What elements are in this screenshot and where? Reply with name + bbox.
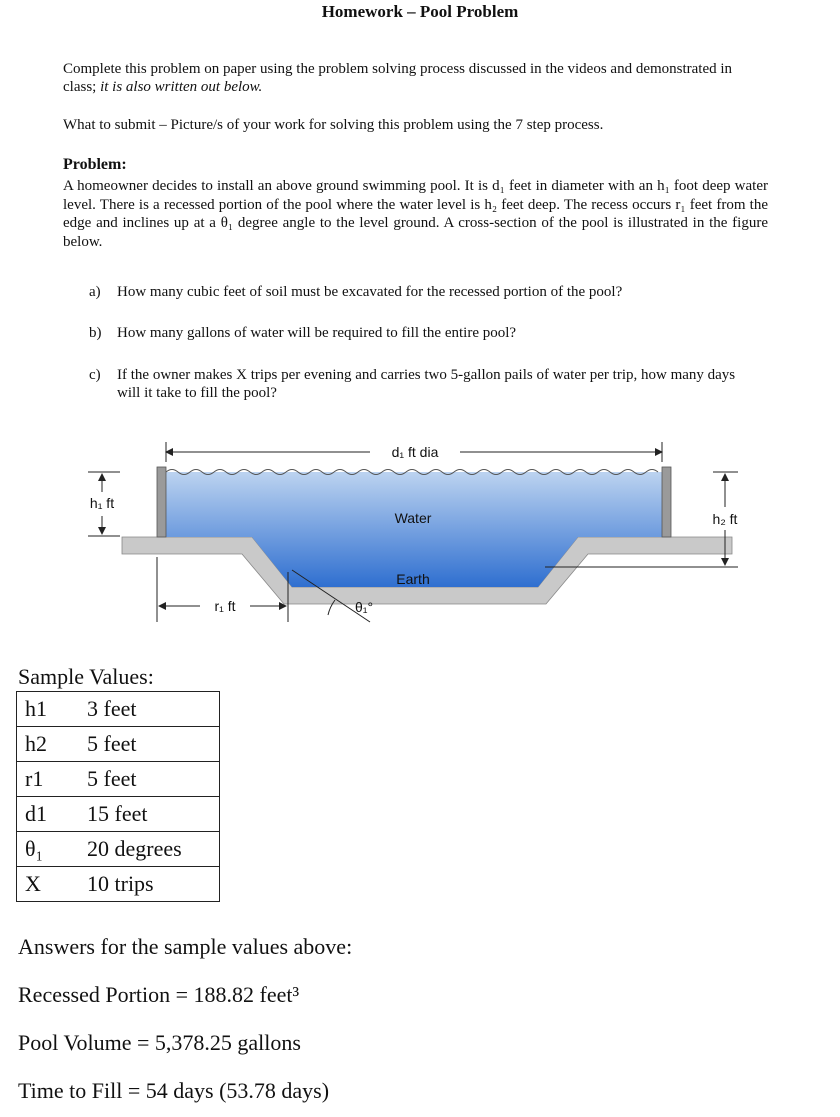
- sample-value: 10 trips: [87, 867, 220, 902]
- water-body: [166, 472, 662, 587]
- sample-values-table: [16, 691, 220, 902]
- table-row: [17, 727, 220, 762]
- intro-italic-text: it is also written out below.: [100, 79, 263, 95]
- intro-text: Complete this problem on paper using the problem solving process discussed in the videos and demonstrated in class;: [63, 61, 733, 95]
- sample-value: 3 feet: [87, 692, 220, 727]
- pool-cross-section-diagram: [70, 432, 770, 632]
- question-label: b): [89, 325, 102, 341]
- question-text: How many cubic feet of soil must be excavated for the recessed portion of the pool?: [117, 284, 623, 300]
- sample-key: h1: [17, 692, 88, 727]
- sample-key: X: [17, 867, 88, 902]
- earth-label: Earth: [396, 571, 430, 587]
- question-label: c): [89, 367, 101, 383]
- answers-heading: Answers for the sample values above:: [18, 934, 353, 959]
- pool-wall-right: [662, 467, 671, 537]
- page-title: Homework – Pool Problem: [321, 2, 519, 21]
- question-a: [89, 283, 749, 301]
- problem-heading: Problem:: [63, 156, 127, 173]
- table-row: [17, 797, 220, 832]
- r1-label: r₁ ft: [214, 598, 236, 614]
- table-row: [17, 692, 220, 727]
- sample-key: r1: [17, 762, 88, 797]
- sample-value: 5 feet: [87, 727, 220, 762]
- theta-label: θ₁°: [355, 599, 374, 615]
- question-b: [89, 324, 749, 342]
- question-label: a): [89, 284, 101, 300]
- sample-values-heading: Sample Values:: [18, 664, 154, 689]
- intro-paragraph: [63, 60, 768, 96]
- answer-time-to-fill: Time to Fill = 54 days (53.78 days): [18, 1078, 330, 1103]
- h2-label: h₂ ft: [712, 511, 738, 527]
- sample-key: h2: [17, 727, 88, 762]
- question-c: [89, 366, 749, 401]
- problem-text: A homeowner decides to install an above ground swimming pool. It is d₁ feet in diameter with an h₁ foot deep water level. There is a recessed portion of the pool where the water level is h₂ feet deep. The recess occurs r₁ feet from the edge and inclines up at a θ₁ degree angle to the level ground. A cross-section of the pool is illustrated in the figure below.: [63, 178, 768, 250]
- question-text: If the owner makes X trips per evening and carries two 5-gallon pails of water per trip, how many days will it take to fill the pool?: [117, 367, 736, 401]
- sample-key: θ₁: [17, 832, 88, 867]
- table-row: [17, 867, 220, 902]
- submit-instructions: What to submit – Picture/s of your work for solving this problem using the 7 step process.: [63, 117, 604, 133]
- d1-label: d₁ ft dia: [391, 444, 439, 460]
- sample-key: d1: [17, 797, 88, 832]
- pool-wall-left: [157, 467, 166, 537]
- answer-recessed-portion: Recessed Portion = 188.82 feet³: [18, 982, 300, 1007]
- sample-value: 5 feet: [87, 762, 220, 797]
- sample-value: 20 degrees: [87, 832, 220, 867]
- water-label: Water: [394, 510, 432, 526]
- h1-label: h₁ ft: [89, 495, 115, 511]
- sample-value: 15 feet: [87, 797, 220, 832]
- table-row: [17, 762, 220, 797]
- table-row: [17, 832, 220, 867]
- question-text: How many gallons of water will be required to fill the entire pool?: [117, 325, 517, 341]
- answer-pool-volume: Pool Volume = 5,378.25 gallons: [18, 1030, 301, 1055]
